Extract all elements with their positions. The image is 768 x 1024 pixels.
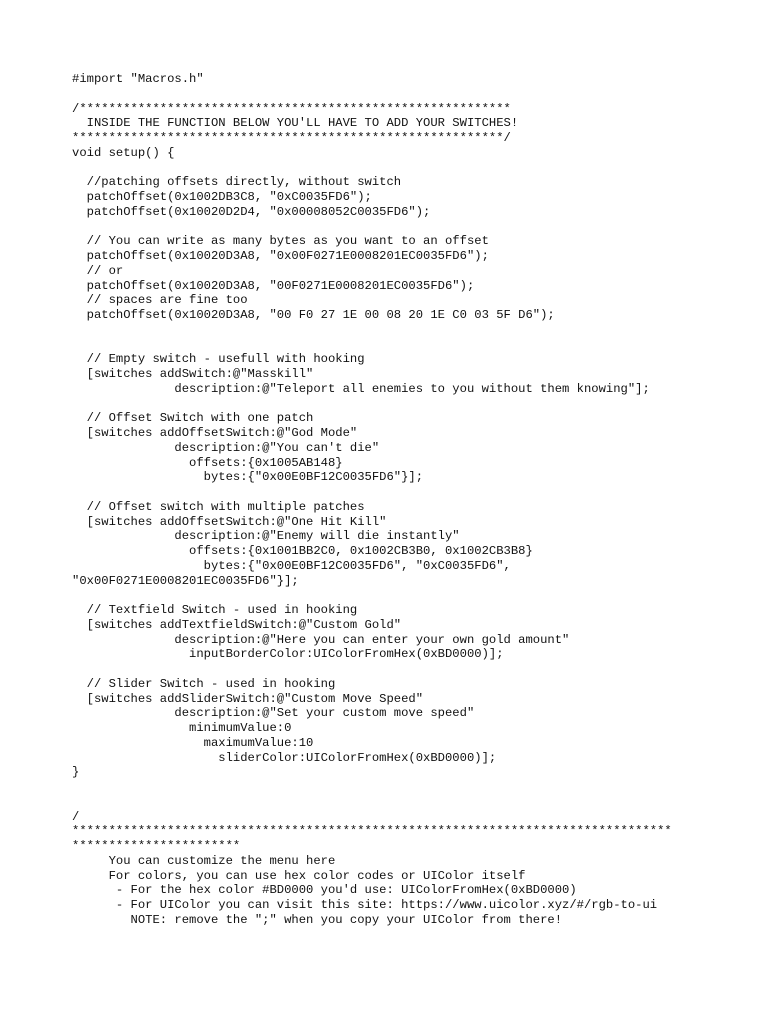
code-line xyxy=(72,795,712,810)
code-line: // Offset Switch with one patch xyxy=(72,411,314,426)
code-line: - For the hex color #BD0000 you'd use: UIColorFromHex(0xBD0000) xyxy=(72,883,577,898)
code-line: offsets:{0x1005AB148} xyxy=(72,455,343,470)
code-line: // or xyxy=(72,263,124,278)
code-line: void setup() { xyxy=(72,145,175,160)
code-line: "0x00F0271E0008201EC0035FD6"}]; xyxy=(72,573,299,588)
code-line: // Textfield Switch - used in hooking xyxy=(72,603,358,617)
code-line: [switches addSwitch:@"Masskill" xyxy=(72,367,314,381)
code-line: minimumValue:0 xyxy=(72,721,292,735)
code-line: INSIDE THE FUNCTION BELOW YOU'LL HAVE TO ADD YOUR SWITCHES! xyxy=(72,116,519,131)
code-line: For colors, you can use hex color codes or UIColor itself xyxy=(72,868,526,883)
code-line: [switches addOffsetSwitch:@"One Hit Kill" xyxy=(72,514,387,529)
code-line: /*********************************************************** xyxy=(72,101,511,116)
code-line: description:@"Set your custom move speed" xyxy=(72,706,475,721)
code-line: *********************** xyxy=(72,839,241,853)
code-line: description:@"Here you can enter your own gold amount" xyxy=(72,632,570,647)
code-line xyxy=(72,662,712,677)
code-line xyxy=(72,220,712,235)
code-line: NOTE: remove the ";" when you copy your UIColor from there! xyxy=(72,912,563,927)
code-line: - For UIColor you can visit this site: https://www.uicolor.xyz/#/rgb-to-ui xyxy=(72,898,658,912)
code-line: [switches addOffsetSwitch:@"God Mode" xyxy=(72,426,358,440)
code-line xyxy=(72,161,712,176)
code-line xyxy=(72,780,712,795)
code-line: bytes:{"0x00E0BF12C0035FD6"}]; xyxy=(72,470,424,485)
code-line: [switches addTextfieldSwitch:@"Custom Gold" xyxy=(72,617,402,632)
code-line: description:@"You can't die" xyxy=(72,440,380,455)
code-line xyxy=(72,485,712,500)
code-line xyxy=(72,397,712,412)
code-line: //patching offsets directly, without switch xyxy=(72,175,402,190)
code-line xyxy=(72,338,712,353)
code-line: description:@"Teleport all enemies to you without them knowing"]; xyxy=(72,381,650,396)
code-line: ********************************************************************************** xyxy=(72,824,672,839)
code-line: sliderColor:UIColorFromHex(0xBD0000)]; xyxy=(72,750,497,765)
code-document xyxy=(72,72,712,928)
code-line: description:@"Enemy will die instantly" xyxy=(72,529,460,544)
code-line: You can customize the menu here xyxy=(72,853,336,868)
code-line: // spaces are fine too xyxy=(72,293,248,308)
code-line: ***********************************************************/ xyxy=(72,131,511,145)
code-line xyxy=(72,87,712,102)
code-line: // Offset switch with multiple patches xyxy=(72,499,365,514)
code-line: #import "Macros.h" xyxy=(72,72,204,86)
code-line: patchOffset(0x10020D3A8, "00F0271E0008201EC0035FD6"); xyxy=(72,278,475,293)
code-line: maximumValue:10 xyxy=(72,735,314,750)
code-line: / xyxy=(72,809,80,824)
code-line: // Empty switch - usefull with hooking xyxy=(72,352,365,367)
code-line: // Slider Switch - used in hooking xyxy=(72,676,336,691)
code-line: bytes:{"0x00E0BF12C0035FD6", "0xC0035FD6", xyxy=(72,558,511,573)
code-line: patchOffset(0x10020D3A8, "00 F0 27 1E 00 08 20 1E C0 03 5F D6"); xyxy=(72,308,555,322)
code-line xyxy=(72,323,712,338)
code-line: } xyxy=(72,765,80,780)
code-line: offsets:{0x1001BB2C0, 0x1002CB3B0, 0x1002CB3B8} xyxy=(72,544,533,558)
code-line: [switches addSliderSwitch:@"Custom Move Speed" xyxy=(72,691,424,706)
code-line: patchOffset(0x10020D3A8, "0x00F0271E0008201EC0035FD6"); xyxy=(72,249,489,263)
code-line xyxy=(72,588,712,603)
code-line: patchOffset(0x10020D2D4, "0x00008052C0035FD6"); xyxy=(72,204,431,219)
code-line: patchOffset(0x1002DB3C8, "0xC0035FD6"); xyxy=(72,190,372,204)
code-line: // You can write as many bytes as you want to an offset xyxy=(72,234,489,249)
code-line: inputBorderColor:UIColorFromHex(0xBD0000)]; xyxy=(72,647,504,662)
